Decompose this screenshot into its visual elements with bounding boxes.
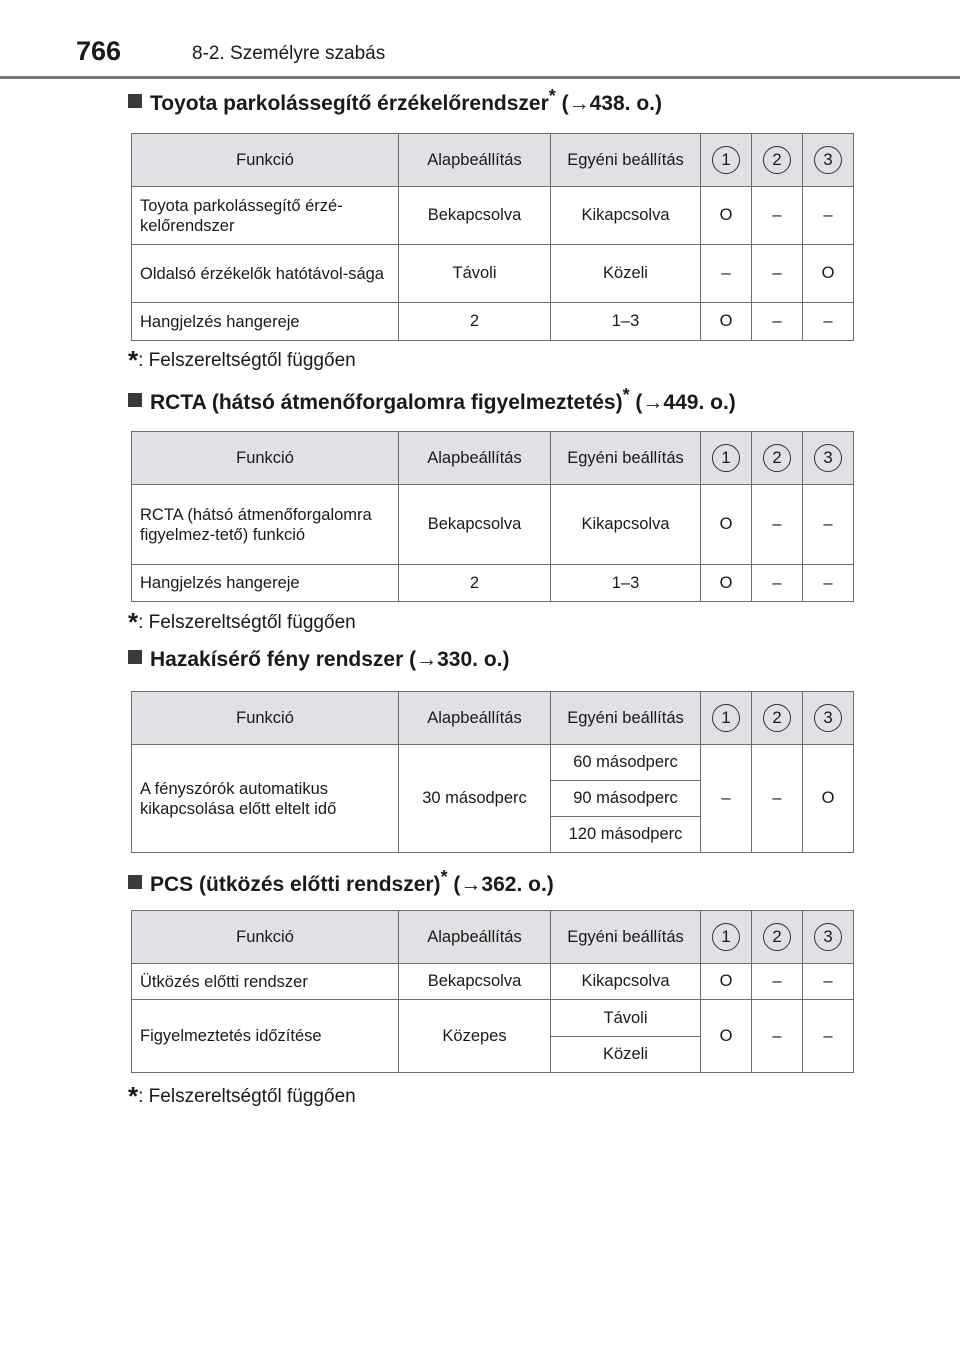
table-row bbox=[132, 187, 854, 245]
col-header-3 bbox=[803, 911, 854, 964]
asterisk: * bbox=[440, 867, 448, 887]
col-header-2 bbox=[752, 911, 803, 964]
footnote: *: Felszereltségtől függően bbox=[128, 607, 356, 637]
asterisk: * bbox=[548, 86, 556, 106]
section-heading-follow-me-home: Hazakísérő fény rendszer (→330. o.) bbox=[128, 648, 510, 672]
cell-default: Közepes bbox=[399, 1000, 551, 1073]
footnote-asterisk: * bbox=[128, 607, 139, 637]
col-header-funkcio: Funkció bbox=[132, 432, 399, 485]
col-header-1 bbox=[701, 432, 752, 485]
cell-m1: O bbox=[701, 565, 752, 602]
cell-m3: – bbox=[803, 485, 854, 565]
cell-default: Bekapcsolva bbox=[399, 187, 551, 245]
footnote: *: Felszereltségtől függően bbox=[128, 345, 356, 375]
cell-custom: Kikapcsolva bbox=[551, 187, 701, 245]
footnote: *: Felszereltségtől függően bbox=[128, 1081, 356, 1111]
circled-2-icon: 2 bbox=[763, 704, 791, 732]
circled-3-icon: 3 bbox=[814, 444, 842, 472]
settings-table-follow-me-home bbox=[131, 691, 854, 853]
col-header-1 bbox=[701, 911, 752, 964]
cell-custom-option: 60 másodperc bbox=[551, 745, 701, 781]
circled-2-icon: 2 bbox=[763, 923, 791, 951]
table-row bbox=[132, 745, 854, 781]
header-rule bbox=[0, 76, 960, 79]
col-header-egyeni: Egyéni beállítás bbox=[551, 911, 701, 964]
col-header-funkcio: Funkció bbox=[132, 911, 399, 964]
cell-func: RCTA (hátsó átmenőforgalomra figyelmez-tető) funkció bbox=[132, 485, 399, 565]
circled-1-icon: 1 bbox=[712, 444, 740, 472]
cell-custom: 1–3 bbox=[551, 565, 701, 602]
col-header-1 bbox=[701, 134, 752, 187]
cell-default: Távoli bbox=[399, 245, 551, 303]
cell-m3: O bbox=[803, 745, 854, 853]
cell-m2: – bbox=[752, 745, 803, 853]
square-bullet-icon bbox=[128, 94, 142, 108]
col-header-alap: Alapbeállítás bbox=[399, 692, 551, 745]
arrow-icon: → bbox=[568, 92, 590, 115]
cell-default: Bekapcsolva bbox=[399, 964, 551, 1000]
table-row bbox=[132, 1000, 854, 1037]
col-header-1 bbox=[701, 692, 752, 745]
cell-func: Hangjelzés hangereje bbox=[132, 303, 399, 341]
cell-func: Toyota parkolássegítő érzé-kelőrendszer bbox=[132, 187, 399, 245]
cell-m2: – bbox=[752, 245, 803, 303]
col-header-egyeni: Egyéni beállítás bbox=[551, 134, 701, 187]
cell-m2: – bbox=[752, 187, 803, 245]
circled-1-icon: 1 bbox=[712, 704, 740, 732]
cell-m1: O bbox=[701, 303, 752, 341]
arrow-icon: → bbox=[416, 648, 438, 671]
chapter-title: 8-2. Személyre szabás bbox=[192, 43, 386, 64]
cell-m1: O bbox=[701, 485, 752, 565]
table-header-row bbox=[132, 432, 854, 485]
cell-m3: O bbox=[803, 245, 854, 303]
cell-m2: – bbox=[752, 565, 803, 602]
circled-3-icon: 3 bbox=[814, 146, 842, 174]
col-header-funkcio: Funkció bbox=[132, 692, 399, 745]
table-row bbox=[132, 303, 854, 341]
cell-custom-option: Távoli bbox=[551, 1000, 701, 1037]
cell-m1: O bbox=[701, 1000, 752, 1073]
circled-1-icon: 1 bbox=[712, 923, 740, 951]
circled-1-icon: 1 bbox=[712, 146, 740, 174]
cell-default: Bekapcsolva bbox=[399, 485, 551, 565]
square-bullet-icon bbox=[128, 875, 142, 889]
cell-func: A fényszórók automatikus kikapcsolása előtt eltelt idő bbox=[132, 745, 399, 853]
cell-func: Ütközés előtti rendszer bbox=[132, 964, 399, 1000]
cell-custom: Kikapcsolva bbox=[551, 485, 701, 565]
col-header-egyeni: Egyéni beállítás bbox=[551, 692, 701, 745]
cell-m1: – bbox=[701, 245, 752, 303]
table-header-row bbox=[132, 134, 854, 187]
table-row bbox=[132, 485, 854, 565]
table-header-row bbox=[132, 692, 854, 745]
section-heading-parking-sensor: Toyota parkolássegítő érzékelőrendszer* (→438. o.) bbox=[128, 86, 662, 116]
page-header bbox=[0, 0, 960, 80]
col-header-3 bbox=[803, 692, 854, 745]
cell-custom: 1–3 bbox=[551, 303, 701, 341]
cell-m3: – bbox=[803, 565, 854, 602]
cell-m3: – bbox=[803, 303, 854, 341]
col-header-2 bbox=[752, 432, 803, 485]
cell-custom: Kikapcsolva bbox=[551, 964, 701, 1000]
square-bullet-icon bbox=[128, 393, 142, 407]
asterisk: * bbox=[622, 385, 630, 405]
arrow-icon: → bbox=[642, 391, 664, 414]
cell-m2: – bbox=[752, 1000, 803, 1073]
col-header-alap: Alapbeállítás bbox=[399, 432, 551, 485]
cell-m1: O bbox=[701, 187, 752, 245]
settings-table-pcs bbox=[131, 910, 854, 1073]
cell-custom-option: 90 másodperc bbox=[551, 781, 701, 817]
footnote-asterisk: * bbox=[128, 345, 139, 375]
col-header-2 bbox=[752, 692, 803, 745]
cell-func: Oldalsó érzékelők hatótávol-sága bbox=[132, 245, 399, 303]
col-header-alap: Alapbeállítás bbox=[399, 134, 551, 187]
col-header-egyeni: Egyéni beállítás bbox=[551, 432, 701, 485]
circled-2-icon: 2 bbox=[763, 444, 791, 472]
page-number: 766 bbox=[76, 36, 122, 66]
cell-m2: – bbox=[752, 485, 803, 565]
col-header-funkcio: Funkció bbox=[132, 134, 399, 187]
table-row bbox=[132, 565, 854, 602]
cell-custom-option: Közeli bbox=[551, 1037, 701, 1073]
cell-func: Hangjelzés hangereje bbox=[132, 565, 399, 602]
table-header-row bbox=[132, 911, 854, 964]
square-bullet-icon bbox=[128, 650, 142, 664]
arrow-icon: → bbox=[460, 873, 482, 896]
settings-table-rcta bbox=[131, 431, 854, 602]
section-heading-pcs: PCS (ütközés előtti rendszer)* (→362. o.) bbox=[128, 867, 554, 897]
cell-func: Figyelmeztetés időzítése bbox=[132, 1000, 399, 1073]
table-row bbox=[132, 245, 854, 303]
settings-table-parking-sensor bbox=[131, 133, 854, 341]
cell-m2: – bbox=[752, 964, 803, 1000]
col-header-alap: Alapbeállítás bbox=[399, 911, 551, 964]
table-row bbox=[132, 964, 854, 1000]
circled-3-icon: 3 bbox=[814, 923, 842, 951]
cell-default: 2 bbox=[399, 565, 551, 602]
cell-default: 30 másodperc bbox=[399, 745, 551, 853]
footnote-asterisk: * bbox=[128, 1081, 139, 1111]
col-header-2 bbox=[752, 134, 803, 187]
col-header-3 bbox=[803, 134, 854, 187]
section-heading-rcta: RCTA (hátsó átmenőforgalomra figyelmeztetés)* (→449. o.) bbox=[128, 385, 736, 415]
circled-2-icon: 2 bbox=[763, 146, 791, 174]
cell-m3: – bbox=[803, 187, 854, 245]
circled-3-icon: 3 bbox=[814, 704, 842, 732]
cell-m3: – bbox=[803, 1000, 854, 1073]
cell-m1: O bbox=[701, 964, 752, 1000]
cell-m1: – bbox=[701, 745, 752, 853]
cell-custom: Közeli bbox=[551, 245, 701, 303]
cell-custom-option: 120 másodperc bbox=[551, 817, 701, 853]
cell-m2: – bbox=[752, 303, 803, 341]
cell-default: 2 bbox=[399, 303, 551, 341]
cell-m3: – bbox=[803, 964, 854, 1000]
col-header-3 bbox=[803, 432, 854, 485]
